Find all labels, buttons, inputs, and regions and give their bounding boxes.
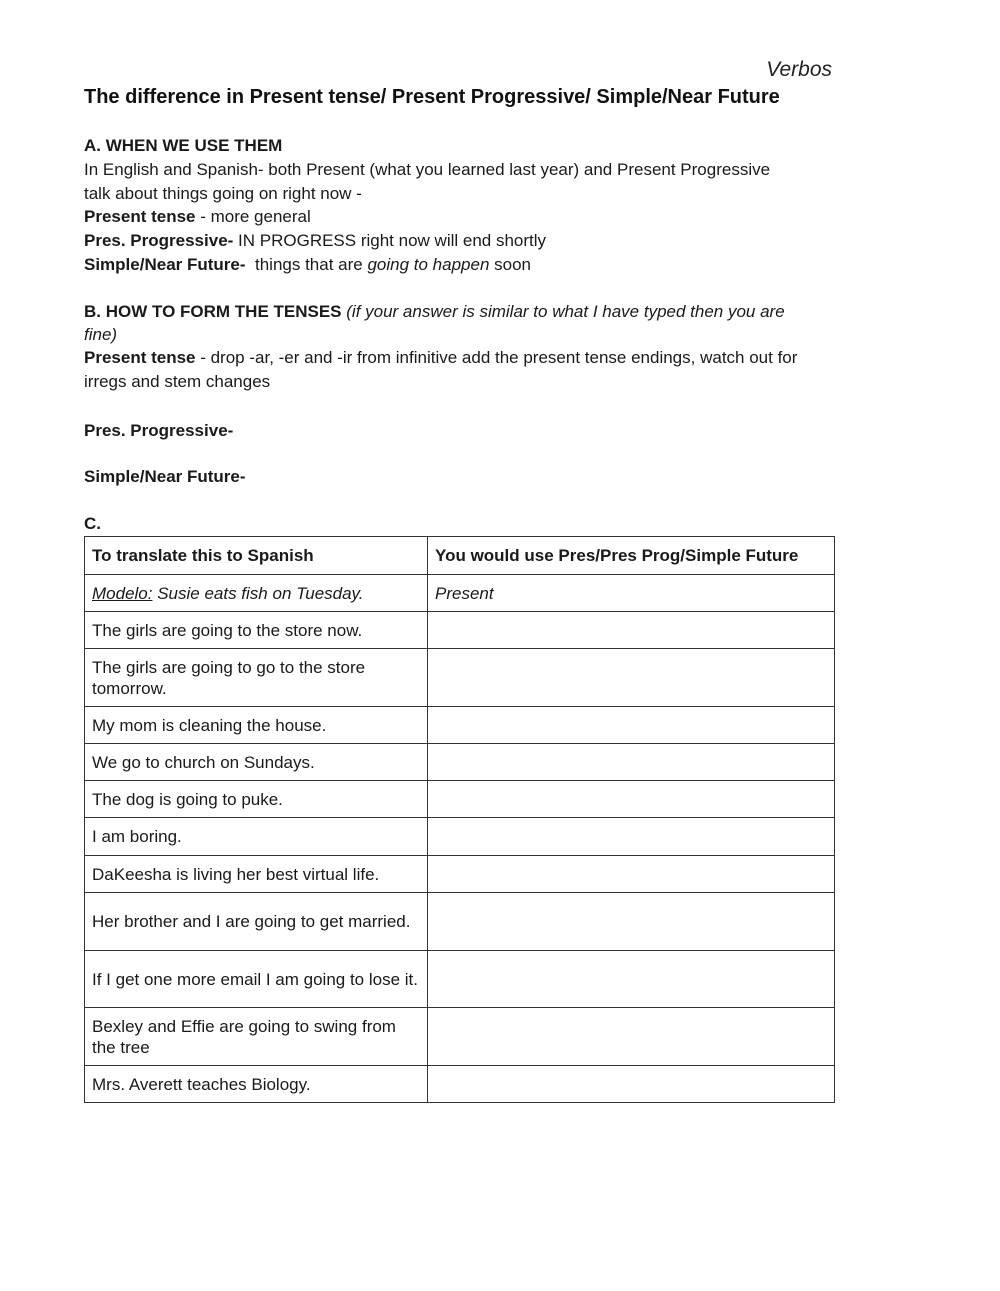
b-present-label: Present tense xyxy=(84,348,196,367)
section-a-intro-line1: In English and Spanish- both Present (what you learned last year) and Present Progressive xyxy=(84,160,771,179)
future-text-b: soon xyxy=(489,255,531,274)
sentence-cell: Her brother and I are going to get married. xyxy=(85,893,428,951)
section-a-intro-line2: talk about things going on right now - xyxy=(84,184,362,203)
sentence-cell: The dog is going to puke. xyxy=(85,781,428,818)
table-row xyxy=(85,1008,835,1066)
present-label: Present tense xyxy=(84,207,196,226)
sentence-cell: Bexley and Effie are going to swing from the tree xyxy=(85,1008,428,1066)
sentence-cell: I am boring. xyxy=(85,818,428,856)
answer-cell[interactable] xyxy=(428,781,835,818)
table-row xyxy=(85,649,835,707)
section-a-progressive xyxy=(84,229,844,253)
sentence-cell: DaKeesha is living her best virtual life. xyxy=(85,856,428,893)
answer-cell[interactable] xyxy=(428,856,835,893)
model-sentence: Susie eats fish on Tuesday. xyxy=(152,583,364,603)
page-title: The difference in Present tense/ Present Progressive/ Simple/Near Future xyxy=(84,86,780,108)
section-b-note-line2: fine) xyxy=(84,325,118,344)
section-a-present xyxy=(84,205,844,229)
future-label: Simple/Near Future- xyxy=(84,255,246,274)
progressive-text: IN PROGRESS right now will end shortly xyxy=(233,231,547,250)
section-c-heading: C. xyxy=(84,514,101,533)
b-progressive-label: Pres. Progressive- xyxy=(84,421,234,440)
b-future-label: Simple/Near Future- xyxy=(84,467,246,486)
table-header-row xyxy=(85,537,835,575)
present-text: - more general xyxy=(195,207,311,226)
table-row xyxy=(85,744,835,781)
section-a-future xyxy=(84,253,844,277)
header-sentence: To translate this to Spanish xyxy=(85,537,428,575)
table-row xyxy=(85,707,835,744)
table-row xyxy=(85,781,835,818)
model-answer: Present xyxy=(428,575,835,612)
table-row xyxy=(85,951,835,1008)
table-row xyxy=(85,856,835,893)
table-row xyxy=(85,893,835,951)
table-row xyxy=(85,612,835,649)
answer-cell[interactable] xyxy=(428,1008,835,1066)
table-row xyxy=(85,1066,835,1103)
page-label: Verbos xyxy=(766,58,832,81)
sentence-cell: The girls are going to go to the store tomorrow. xyxy=(85,649,428,707)
answer-cell[interactable] xyxy=(428,707,835,744)
future-text-a: things that are xyxy=(245,255,368,274)
section-b-heading: B. HOW TO FORM THE TENSES xyxy=(84,302,342,321)
section-b-heading-line xyxy=(84,300,844,324)
section-a-heading: A. WHEN WE USE THEM xyxy=(84,136,283,155)
answer-cell[interactable] xyxy=(428,893,835,951)
model-sentence-cell xyxy=(85,575,428,612)
sentence-cell: My mom is cleaning the house. xyxy=(85,707,428,744)
table-row xyxy=(85,818,835,856)
b-present-text-line2: irregs and stem changes xyxy=(84,372,271,391)
answer-cell[interactable] xyxy=(428,612,835,649)
sentence-cell: Mrs. Averett teaches Biology. xyxy=(85,1066,428,1103)
sentence-cell: If I get one more email I am going to lose it. xyxy=(85,951,428,1008)
answer-cell[interactable] xyxy=(428,818,835,856)
table-row-model xyxy=(85,575,835,612)
future-text-italic: going to happen xyxy=(367,255,490,274)
section-b-present xyxy=(84,346,844,370)
b-present-text-line1: - drop -ar, -er and -ir from infinitive add the present tense endings, watch out for xyxy=(195,348,798,367)
answer-cell[interactable] xyxy=(428,951,835,1008)
progressive-label: Pres. Progressive- xyxy=(84,231,234,250)
answer-cell[interactable] xyxy=(428,1066,835,1103)
tense-table xyxy=(84,536,835,1103)
answer-cell[interactable] xyxy=(428,649,835,707)
model-label: Modelo: xyxy=(92,583,153,603)
sentence-cell: We go to church on Sundays. xyxy=(85,744,428,781)
answer-cell[interactable] xyxy=(428,744,835,781)
section-b-note-line1: (if your answer is similar to what I have typed then you are xyxy=(341,302,785,321)
sentence-cell: The girls are going to the store now. xyxy=(85,612,428,649)
header-tense: You would use Pres/Pres Prog/Simple Future xyxy=(428,537,835,575)
